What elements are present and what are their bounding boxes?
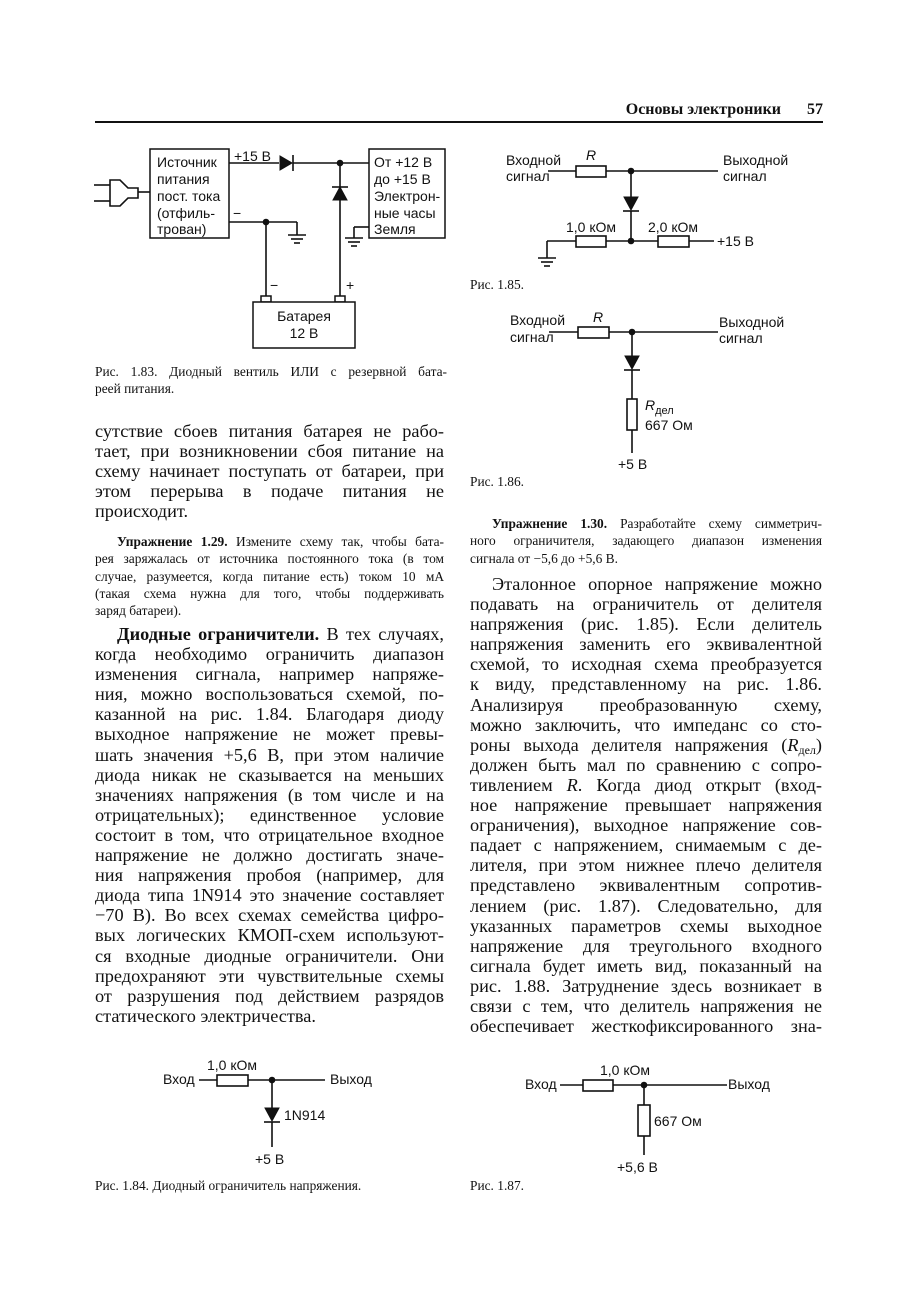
resistor-1-icon	[576, 236, 606, 247]
text-line: казанной на рис. 1.84. Благодаря диоду	[95, 704, 444, 725]
ground-icon	[345, 227, 369, 246]
exercise-1-29: Упражнение 1.29. Измените схему так, чтобы бата- рея заряжалась от источника постоянного тока (в том случае, разумеется, когда питание есть) током 10 мА (такая схема нужна для того, чтобы поддерживать заряд батареи).	[95, 534, 444, 619]
input-label-line-1: Входной	[510, 312, 566, 328]
figure-1-86-caption: Рис. 1.86.	[470, 474, 525, 489]
text-line: лением (рис. 1.87). Следовательно, для	[470, 895, 822, 916]
output-label: Выход	[728, 1076, 770, 1092]
resistor-2-label: 2,0 кОм	[648, 219, 698, 235]
output-label-line-1: Выходной	[719, 314, 785, 330]
text-line: сутствие сбоев питания батарея не рабо-	[95, 421, 444, 441]
text-line: лителя, при этом нижнее плечо делителя	[470, 855, 822, 876]
supply-label-line-5: трован)	[157, 221, 207, 237]
text-line: роны выхода делителя напряжения (Rдел)	[470, 734, 822, 757]
text-line: происходит.	[95, 501, 189, 522]
text-line: схемой, то исходная схема преобразуется	[470, 654, 822, 675]
text-line: вых логических КМОП-схем используют-	[95, 925, 444, 946]
text-line: Эталонное опорное напряжение можно	[492, 574, 822, 594]
text-line: когда необходимо ограничить диапазон	[95, 644, 444, 665]
exercise-label: Упражнение 1.30.	[492, 516, 608, 531]
figure-1-87-caption: Рис. 1.87.	[470, 1178, 525, 1193]
clock-label-line-5: Земля	[374, 221, 416, 237]
text-line: ное напряжение превышает напряжения	[470, 795, 822, 816]
battery-minus-label: −	[270, 277, 279, 293]
text-line: рея заряжалась от источника постоянного тока (в том	[95, 551, 444, 567]
input-label-line-2: сигнал	[510, 329, 554, 345]
text-line: напряжение для треугольного входного	[470, 935, 822, 956]
input-label: Вход	[163, 1071, 195, 1087]
exercise-1-30: Упражнение 1.30. Разработайте схему симметрич- ного ограничителя, задающего диапазон изменения сигнала от −5,6 до +5,6 В.	[470, 516, 822, 566]
clock-label-line-2: до +15 В	[374, 171, 431, 187]
output-label-line-2: сигнал	[723, 168, 767, 184]
text-line: сигнала будет иметь вид, показанный на	[470, 955, 822, 976]
resistor-1-icon	[583, 1080, 613, 1091]
supply-label: +5,6 В	[617, 1159, 658, 1175]
text-line: диода никак не сказывается на меньших	[95, 764, 444, 785]
diode-icon	[625, 356, 639, 369]
minus-label: −	[233, 205, 242, 221]
figure-1-85-schematic	[500, 140, 820, 275]
text-line: отрицательных); единственное условие	[95, 804, 444, 825]
header-rule	[95, 121, 823, 123]
text-line: от разрушения под действием разрядов	[95, 985, 444, 1006]
battery-plus-label: +	[346, 277, 355, 293]
text-line: диода типа 1N914 это значение составляет	[95, 885, 444, 906]
supply-label-line-1: Источник	[157, 154, 217, 170]
text-line: падает с напряжением, снимаемым с де-	[470, 835, 822, 856]
battery-label-line-2: 12 В	[289, 325, 319, 341]
resistor-r-label: R	[593, 309, 604, 325]
text-line: должен быть мал по сравнению с сопро-	[470, 754, 822, 775]
resistor-1-label: 1,0 кОм	[566, 219, 616, 235]
text-line: этом перерыва в подаче питания не	[95, 481, 444, 502]
clock-label-line-4: ные часы	[374, 205, 436, 221]
text-line: тает, при возникновении сбоя питание на	[95, 441, 444, 462]
exercise-label: Упражнение 1.29.	[117, 534, 228, 549]
text-line: указанных параметров схемы выходное	[470, 915, 822, 936]
clock-label-line-1: От +12 В	[374, 154, 433, 170]
text-line: статического электричества.	[95, 1005, 316, 1026]
supply-label-line-2: питания	[157, 171, 210, 187]
paragraph-battery-backup	[95, 421, 444, 521]
page-number: 57	[807, 101, 823, 118]
text-line: к виду, представленному на рис. 1.86.	[470, 674, 822, 695]
text-line: значениях напряжения (в том числе и на	[95, 784, 444, 805]
text-line: изменения сигнала, например напряже-	[95, 664, 444, 685]
text-line: шать значения +5,6 В, при этом наличие	[95, 744, 444, 765]
caption-line: реей питания.	[95, 381, 175, 396]
power-plug-icon	[94, 180, 152, 206]
text-line: предохраняют эти чувствительные схемы	[95, 965, 444, 986]
resistor-value-label: 1,0 кОм	[600, 1062, 650, 1078]
figure-1-85-caption: Рис. 1.85.	[470, 277, 525, 292]
output-label-line-2: сигнал	[719, 330, 763, 346]
supply-label-line-3: пост. тока	[157, 188, 221, 204]
resistor-divider-value: 667 Ом	[645, 417, 693, 433]
text-line: схему начинает поступать от батареи, при	[95, 461, 444, 482]
running-head	[626, 101, 823, 119]
text-line: подавать на ограничитель от делителя	[470, 594, 822, 615]
text-line: (такая схема нужна для того, чтобы поддерживать	[95, 585, 444, 601]
resistor-divider-icon	[627, 399, 637, 430]
output-label: Выход	[330, 1071, 372, 1087]
resistor-r-icon	[576, 166, 606, 177]
ground-icon	[288, 222, 306, 243]
resistor-icon	[217, 1075, 248, 1086]
figure-1-84-schematic	[155, 1050, 385, 1170]
supply-label: +5 В	[255, 1151, 285, 1167]
battery-label-line-1: Батарея	[277, 308, 331, 324]
caption-line: Рис. 1.83. Диодный вентиль ИЛИ с резервной бата-	[95, 364, 447, 379]
text-line: ного ограничителя, задающего диапазон изменения	[470, 533, 822, 549]
text-line: состоит в том, что отрицательное входное	[95, 824, 444, 845]
figure-1-83-schematic	[90, 140, 460, 355]
text-line: заряд батареи).	[95, 603, 182, 619]
text-line: тивлением R. Когда диод открыт (вход-	[470, 774, 822, 795]
resistor-r-icon	[578, 327, 609, 338]
text-line: напряжения заменить его эквивалентной	[470, 634, 822, 655]
diode-icon	[265, 1108, 279, 1121]
ground-icon	[538, 241, 556, 266]
clock-label-line-3: Электрон-	[374, 188, 441, 204]
paragraph-reference-voltage	[470, 574, 822, 1036]
plus-15v-label: +15 В	[234, 148, 271, 164]
text-line: сигнала от −5,6 до +5,6 В.	[470, 550, 618, 566]
figure-1-87-schematic	[520, 1055, 790, 1180]
input-label-line-1: Входной	[506, 152, 562, 168]
text-line: обеспечивает жесткофиксированного зна-	[470, 1016, 822, 1037]
figure-1-83-caption	[95, 363, 447, 397]
resistor-value-label: 1,0 кОм	[207, 1057, 257, 1073]
input-label: Вход	[525, 1076, 557, 1092]
text-line: ния, можно воспользоваться схемой, по-	[95, 684, 444, 705]
resistor-2-icon	[638, 1105, 650, 1136]
resistor-2-icon	[658, 236, 689, 247]
text-line: ограничения), выходное напряжение сов-	[470, 815, 822, 836]
text-line: ся входные диодные ограничители. Они	[95, 945, 444, 966]
input-label-line-2: сигнал	[506, 168, 550, 184]
text-line: Анализируя преобразованную схему,	[470, 694, 822, 715]
text-line: связи с тем, что делитель напряжения не	[470, 995, 822, 1016]
supply-label: +15 В	[717, 233, 754, 249]
running-title: Основы электроники	[625, 101, 781, 118]
diode-series-icon	[280, 156, 292, 170]
text-line: −70 В). Во всех схемах семейства цифро-	[95, 905, 444, 926]
text-line: случае, разумеется, когда питание есть) током 10 мА	[95, 568, 444, 584]
section-diode-limiters: Диодные ограничители. В тех случаях, когда необходимо ограничить диапазон изменения сигнала, например напряже- ния, можно воспользоваться схемой, по- казанной на рис. 1.84. Благодаря диоду выходное напряжение не может превы- шать значения +5,6 В, при этом наличие диода никак не сказывается на меньших значениях напряжения (в том числе и на отрицательных); единственное условие состоит в том, что отрицательное входное напряжение не должно достигать значе- ния напряжения пробоя (например, для диода типа 1N914 это значение составляет −70 В). Во всех схемах семейства цифро- вых логических КМОП-схем используют- ся входные диодные ограничители. Они предохраняют эти чувствительные схемы от разрушения под действием разрядов статического электричества.	[95, 624, 445, 1026]
text-line: ния напряжения пробоя (например, для	[95, 865, 444, 886]
diode-part-label: 1N914	[284, 1107, 326, 1123]
text-line: напряжение не должно достигать значе-	[95, 845, 444, 866]
figure-1-86-schematic	[505, 305, 805, 470]
resistor-divider-label: $R_{дел}$	[645, 397, 674, 417]
supply-label-line-4: (отфиль-	[157, 205, 216, 221]
text-line: рис. 1.88. Затруднение здесь возникает в	[470, 975, 822, 996]
resistor-r-label: R	[586, 147, 597, 163]
text-line: можно заключить, что импеданс со сто-	[470, 714, 822, 735]
output-label-line-1: Выходной	[723, 152, 789, 168]
figure-1-84-caption: Рис. 1.84. Диодный ограничитель напряжения.	[95, 1178, 362, 1193]
text-line: представлено эквивалентным сопротив-	[470, 875, 822, 896]
diode-battery-icon	[333, 187, 347, 200]
supply-label: +5 В	[618, 456, 648, 470]
diode-icon	[624, 197, 638, 210]
section-heading: Диодные ограничители.	[117, 624, 320, 644]
text-line: выходное напряжение не может превы-	[95, 724, 444, 745]
resistor-2-label: 667 Ом	[654, 1113, 702, 1129]
text-line: напряжения (рис. 1.85). Если делитель	[470, 614, 822, 635]
